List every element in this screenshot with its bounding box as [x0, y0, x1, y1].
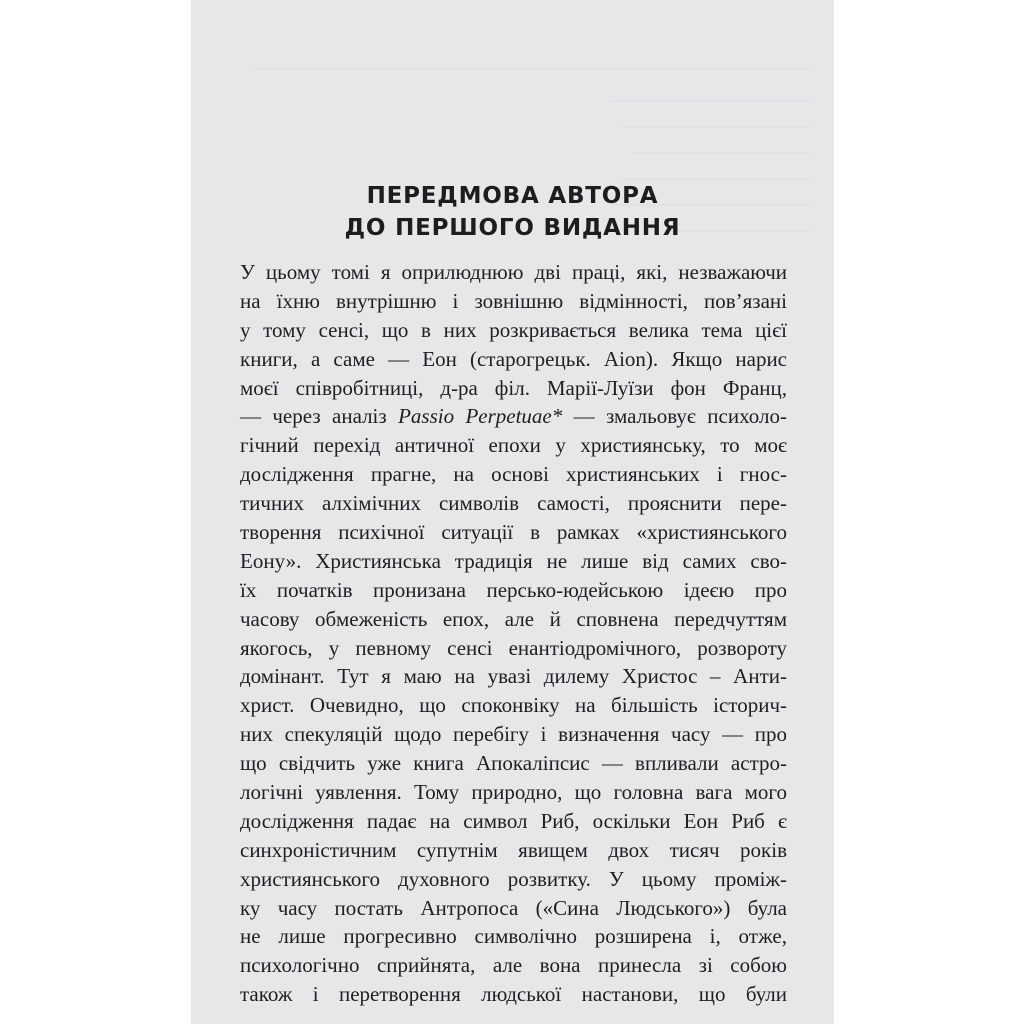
- text-line: не лише прогресивно символічно розширена і, отже,: [240, 924, 787, 949]
- reverse-side-bleed: [621, 118, 811, 128]
- text-line: гічний перехід античної епохи у християнську, то моє: [240, 433, 787, 458]
- text-line: у тому сенсі, що в них розкривається велика тема цієї: [240, 317, 787, 342]
- text-line: логічні уявлення. Тому природно, що головна вага мого: [240, 780, 787, 805]
- text-line: творення психічної ситуації в рамках «християнського: [240, 520, 787, 545]
- text-line: їх початків пронизана персько-юдейською ідеєю про: [240, 577, 787, 602]
- reverse-side-bleed: [251, 60, 811, 70]
- text-line: дослідження прагне, на основі християнських і гнос-: [240, 462, 787, 487]
- body-paragraph: [240, 258, 787, 1009]
- text-line: християнського духовного розвитку. У цьому проміж-: [240, 866, 787, 891]
- text-line: психологічно сприйнята, але вона принесла зі собою: [240, 953, 787, 978]
- text-line: дослідження падає на символ Риб, оскільки Еон Риб є: [240, 808, 787, 833]
- text-line: христ. Очевидно, що споконвіку на більшість історич-: [240, 693, 787, 718]
- text-line: У цьому томі я оприлюднюю дві праці, які, незважаючи: [240, 260, 787, 284]
- text-line: що свідчить уже книга Апокаліпсис — впливали астро-: [240, 751, 787, 776]
- text-fragment: — змальовує психоло-: [562, 404, 787, 429]
- text-line: ку часу постать Антропоса («Сина Людського») була: [240, 895, 787, 920]
- text-line: часову обмеженість епох, але й сповнена передчуттям: [240, 606, 787, 631]
- text-line: на їхню внутрішню і зовнішню відмінності, пов’язані: [240, 288, 787, 313]
- text-line: моєї співробітниці, д-ра філ. Марії-Луїзи фон Франц,: [240, 375, 787, 400]
- chapter-heading-line-2: ДО ПЕРШОГО ВИДАННЯ: [344, 215, 681, 241]
- text-fragment: — через аналіз: [240, 404, 399, 429]
- text-line: книги, а саме — Еон (старогрецьк. Aion). Якщо нарис: [240, 346, 787, 371]
- book-page: [191, 0, 834, 1024]
- text-line: [240, 402, 787, 431]
- text-line: Еону». Християнська традиція не лише від самих сво-: [240, 548, 787, 573]
- text-line: якогось, у певному сенсі енантіодромічного, розвороту: [240, 635, 787, 660]
- chapter-heading-line-1: ПЕРЕДМОВА АВТОРА: [366, 183, 659, 209]
- italic-title: Passio Perpetuae*: [398, 404, 563, 429]
- text-line: домінант. Тут я маю на увазі дилему Христос – Анти-: [240, 664, 787, 689]
- text-line: синхроністичним супутнім явищем двох тисяч років: [240, 837, 787, 862]
- reverse-side-bleed: [621, 170, 811, 180]
- reverse-side-bleed: [631, 144, 811, 154]
- text-line: також і перетворення людської настанови, що були: [240, 982, 787, 1007]
- text-line: тичних алхімічних символів самості, прояснити пере-: [240, 491, 787, 516]
- text-line: них спекуляцій щодо перебігу і визначення часу — про: [240, 722, 787, 747]
- reverse-side-bleed: [611, 92, 811, 102]
